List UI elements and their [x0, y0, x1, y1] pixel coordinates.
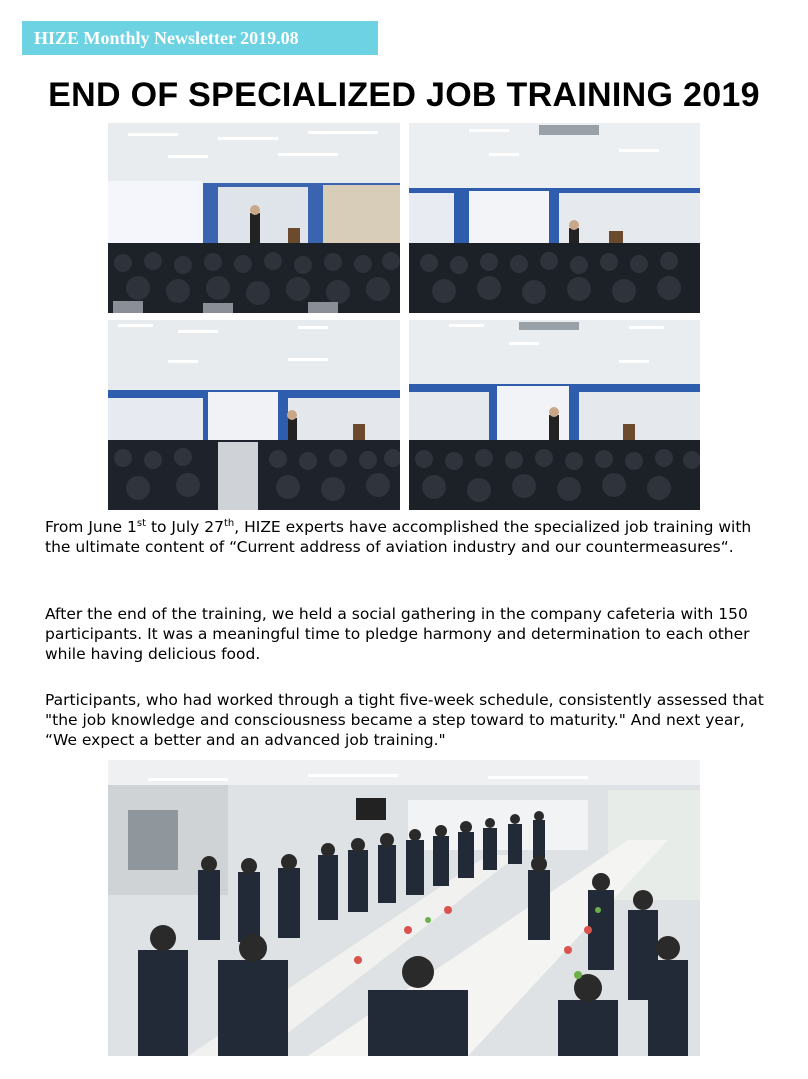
paragraph-part: From June 1 [45, 518, 137, 536]
paragraph-feedback: Participants, who had worked through a tight five-week schedule, consistently assessed that "the job knowledge and consciousness became a step toward to maturity." And next year, “We expect a better and an advanced job training." [45, 691, 764, 749]
paragraph-part: , HIZE experts have accomplished the specialized job training with the ultimate content of “Current address of aviation industry and our countermeasures“. [45, 518, 752, 556]
classroom-photo-2 [409, 123, 700, 313]
page-title: END OF SPECIALIZED JOB TRAINING 2019 [48, 76, 760, 114]
classroom-photo-4 [409, 320, 700, 510]
ordinal-suffix: st [136, 517, 147, 529]
paragraph-training [45, 517, 775, 557]
classroom-photo-3 [108, 320, 400, 510]
banner-text: HIZE Monthly Newsletter 2019.08 [34, 28, 299, 48]
classroom-photo-1 [108, 123, 400, 313]
cafeteria-photo [108, 760, 700, 1056]
ordinal-suffix: th [223, 517, 235, 529]
paragraph-part: to July 27 [146, 518, 224, 536]
newsletter-banner [22, 21, 378, 55]
paragraph-gathering: After the end of the training, we held a social gathering in the company cafeteria with 150 participants. It was a meaningful time to pledge harmony and determination to each other while having delicious food. [45, 605, 750, 663]
